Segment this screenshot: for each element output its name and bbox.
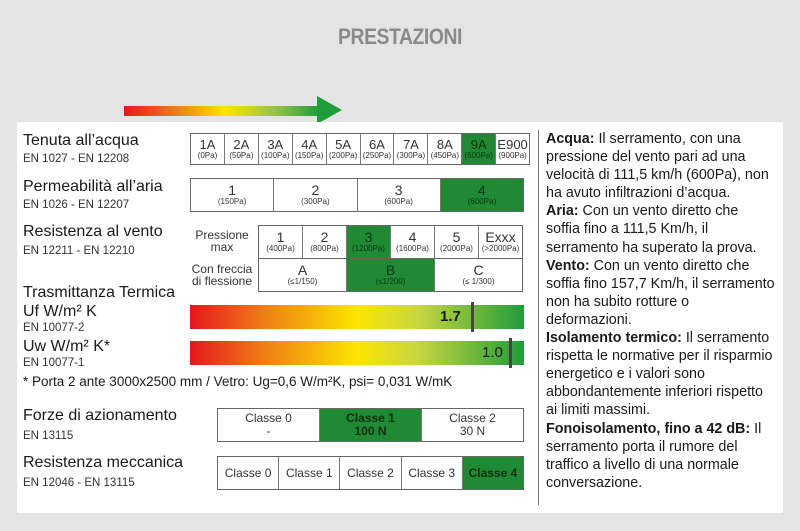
description-paragraph	[546, 420, 776, 492]
description-paragraph	[546, 257, 776, 329]
acqua-class-cell	[259, 134, 293, 164]
forze-class-label: Classe 2	[449, 411, 496, 426]
acqua-class-label: 2A	[233, 136, 250, 152]
pressione-class-cell	[259, 226, 303, 258]
acqua-class-value: (600Pa)	[464, 150, 493, 160]
meccanica-class-cell	[279, 457, 340, 489]
freccia-label-line1: Con freccia	[191, 262, 253, 276]
arrow-head-icon	[317, 96, 342, 124]
aria-class-cell	[441, 179, 523, 211]
freccia-class-label: C	[473, 262, 484, 279]
pressione-class-label: 4	[408, 229, 417, 246]
page-title: PRESTAZIONI	[338, 24, 462, 49]
pressione-class-value: (1200Pa)	[352, 244, 385, 254]
permeabilita-aria-label: Permeabilità all’aria	[23, 178, 163, 195]
freccia-class-label: A	[297, 262, 308, 279]
uw-label: Uw W/m² K*	[23, 338, 111, 355]
pressione-class-label: 3	[364, 229, 373, 246]
pressione-class-label: 5	[452, 229, 461, 246]
uf-label: Uf W/m² K	[23, 303, 97, 320]
acqua-class-cell	[327, 134, 361, 164]
acqua-class-value: (300Pa)	[396, 150, 426, 160]
permeabilita-aria-norm: EN 1026 - EN 12207	[23, 199, 130, 211]
resistenza-meccanica-scale	[217, 456, 524, 490]
acqua-class-label: 3A	[267, 136, 284, 152]
pressione-class-cell	[391, 226, 435, 258]
description-paragraph	[546, 130, 776, 202]
resistenza-vento-norm: EN 12211 - EN 12210	[23, 245, 135, 257]
aria-class-value: (300Pa)	[301, 197, 330, 207]
resistenza-meccanica-norm: EN 12046 - EN 13115	[23, 477, 135, 489]
pressione-class-cell	[303, 226, 347, 258]
uw-norm: EN 10077-1	[23, 357, 85, 369]
pressione-label-line2: max	[210, 240, 234, 254]
pressione-scale	[258, 225, 523, 259]
description-paragraph	[546, 329, 776, 419]
forze-class-label: Classe 0	[245, 411, 292, 426]
trasmittanza-label: Trasmittanza Termica	[23, 284, 176, 301]
performance-arrow	[124, 96, 342, 124]
acqua-class-label: 1A	[199, 136, 216, 152]
freccia-class-cell	[259, 259, 347, 291]
pressione-class-value: (>2000Pa)	[481, 244, 520, 254]
description-paragraph	[546, 202, 776, 256]
acqua-class-value: (50Pa)	[229, 150, 254, 160]
acqua-class-label: 7A	[402, 136, 419, 152]
forze-azionamento-label: Forze di azionamento	[23, 407, 177, 424]
acqua-class-value: (900Pa)	[498, 150, 527, 160]
pressione-label-line1: Pressione	[195, 228, 249, 242]
freccia-flessione-label	[189, 263, 255, 287]
forze-class-value: 100 N	[354, 424, 387, 438]
acqua-class-cell	[293, 134, 327, 164]
acqua-class-label: 6A	[369, 136, 385, 152]
meccanica-class-label: Classe 2	[347, 465, 394, 480]
pressione-class-label: 1	[276, 229, 285, 246]
freccia-scale	[258, 258, 523, 292]
tenuta-acqua-label: Tenuta all’acqua	[23, 132, 139, 149]
acqua-class-cell	[462, 134, 496, 164]
freccia-class-cell	[435, 259, 522, 291]
pressione-class-cell	[347, 226, 391, 258]
forze-class-label: Classe 1	[346, 411, 395, 426]
meccanica-class-cell	[340, 457, 401, 489]
uw-gradient-bar	[190, 341, 524, 365]
meccanica-class-cell	[218, 457, 279, 489]
aria-class-cell	[191, 179, 274, 211]
uw-marker	[509, 338, 512, 368]
aria-class-value: (600Pa)	[384, 197, 413, 207]
meccanica-class-label: Classe 3	[408, 465, 456, 480]
acqua-class-cell	[394, 134, 428, 164]
acqua-class-label: 8A	[436, 136, 453, 152]
freccia-class-cell	[347, 259, 435, 291]
meccanica-class-label: Classe 0	[224, 465, 272, 480]
arrow-gradient-bar	[124, 106, 319, 116]
description-heading: Isolamento termico:	[546, 330, 682, 347]
meccanica-class-label: Classe 4	[468, 465, 518, 480]
pressione-class-value: (2000Pa)	[440, 244, 473, 254]
uf-gradient-bar	[190, 305, 524, 329]
description-text	[546, 130, 776, 492]
acqua-class-label: E900	[497, 136, 528, 152]
aria-class-label: 4	[477, 182, 486, 199]
aria-class-value: (150Pa)	[217, 197, 247, 207]
meccanica-class-cell	[402, 457, 463, 489]
column-divider	[538, 130, 539, 505]
freccia-class-label: B	[385, 262, 396, 279]
permeabilita-aria-scale	[190, 178, 524, 212]
acqua-class-value: (100Pa)	[261, 150, 290, 160]
pressione-class-label: Exxx	[485, 229, 516, 246]
aria-class-label: 1	[228, 182, 237, 199]
pressione-class-value: (1600Pa)	[396, 244, 429, 254]
description-body: Il serramento porta il rumore del traffico a livello di una normale conversazione.	[546, 420, 762, 491]
description-body: Il serramento rispetta le normative per il risparmio energetico e i valori sono abbondantemente inferiori rispetto ai limiti massimi.	[546, 330, 773, 419]
tenuta-acqua-scale	[190, 133, 530, 165]
description-heading: Fonoisolamento, fino a 42 dB:	[546, 420, 751, 437]
aria-class-label: 2	[311, 182, 320, 199]
aria-class-value: (600Pa)	[467, 197, 497, 207]
acqua-class-cell	[496, 134, 529, 164]
forze-class-value: -	[266, 424, 271, 438]
pressione-class-value: (800Pa)	[310, 244, 339, 254]
freccia-class-value: (≤1/200)	[375, 277, 406, 287]
pressione-class-label: 2	[320, 229, 329, 246]
uf-marker	[471, 302, 474, 332]
description-heading: Aria:	[546, 203, 579, 220]
forze-class-cell	[422, 409, 523, 441]
aria-class-cell	[274, 179, 357, 211]
pressione-class-cell	[479, 226, 522, 258]
freccia-class-value: (≤1/150)	[287, 277, 318, 287]
acqua-class-label: 5A	[335, 136, 352, 152]
aria-class-label: 3	[394, 182, 403, 199]
meccanica-class-cell	[463, 457, 523, 489]
uf-norm: EN 10077-2	[23, 322, 85, 334]
acqua-class-label: 4A	[301, 136, 318, 152]
freccia-label-line2: di flessione	[191, 274, 253, 288]
trasmittanza-footnote: * Porta 2 ante 3000x2500 mm / Vetro: Ug=0,6 W/m²K, psi= 0,031 W/mK	[23, 374, 453, 389]
acqua-class-value: (250Pa)	[362, 150, 392, 160]
acqua-class-value: (0Pa)	[197, 150, 218, 160]
acqua-class-cell	[428, 134, 462, 164]
description-body: Con un vento diretto che soffia fino a 111,5 Km/h, il serramento ha superato la prova.	[546, 203, 757, 256]
description-body: Con un vento diretto che soffia fino 157,7 Km/h, il serramento non ha subito rotture o deformazioni.	[546, 257, 775, 328]
tenuta-acqua-norm: EN 1027 - EN 12208	[23, 153, 130, 165]
forze-class-cell	[218, 409, 320, 441]
forze-azionamento-scale	[217, 408, 524, 442]
resistenza-vento-label: Resistenza al vento	[23, 223, 163, 240]
forze-class-value: 30 N	[459, 424, 486, 438]
forze-azionamento-norm: EN 13115	[23, 430, 74, 442]
acqua-class-value: (150Pa)	[294, 150, 324, 160]
meccanica-class-label: Classe 1	[285, 465, 333, 480]
description-heading: Acqua:	[546, 131, 595, 147]
resistenza-meccanica-label: Resistenza meccanica	[23, 454, 184, 471]
pressione-max-label	[189, 229, 255, 253]
pressione-class-cell	[435, 226, 479, 258]
acqua-class-cell	[361, 134, 395, 164]
acqua-class-value: (450Pa)	[430, 150, 460, 160]
acqua-class-cell	[225, 134, 259, 164]
acqua-class-label: 9A	[470, 136, 487, 152]
aria-class-cell	[358, 179, 441, 211]
acqua-class-cell	[191, 134, 225, 164]
uw-value: 1.0	[482, 344, 503, 361]
description-body: Il serramento, con una pressione del vento pari ad una velocità di 111,5 km/h (600Pa), non ha avuto infiltrazioni d’acqua.	[546, 131, 769, 202]
forze-class-cell	[320, 409, 422, 441]
description-heading: Vento:	[546, 257, 590, 274]
freccia-class-value: (≤ 1/300)	[462, 277, 495, 287]
pressione-class-value: (400Pa)	[266, 244, 295, 254]
uf-value: 1.7	[440, 308, 461, 325]
acqua-class-value: (200Pa)	[328, 150, 358, 160]
